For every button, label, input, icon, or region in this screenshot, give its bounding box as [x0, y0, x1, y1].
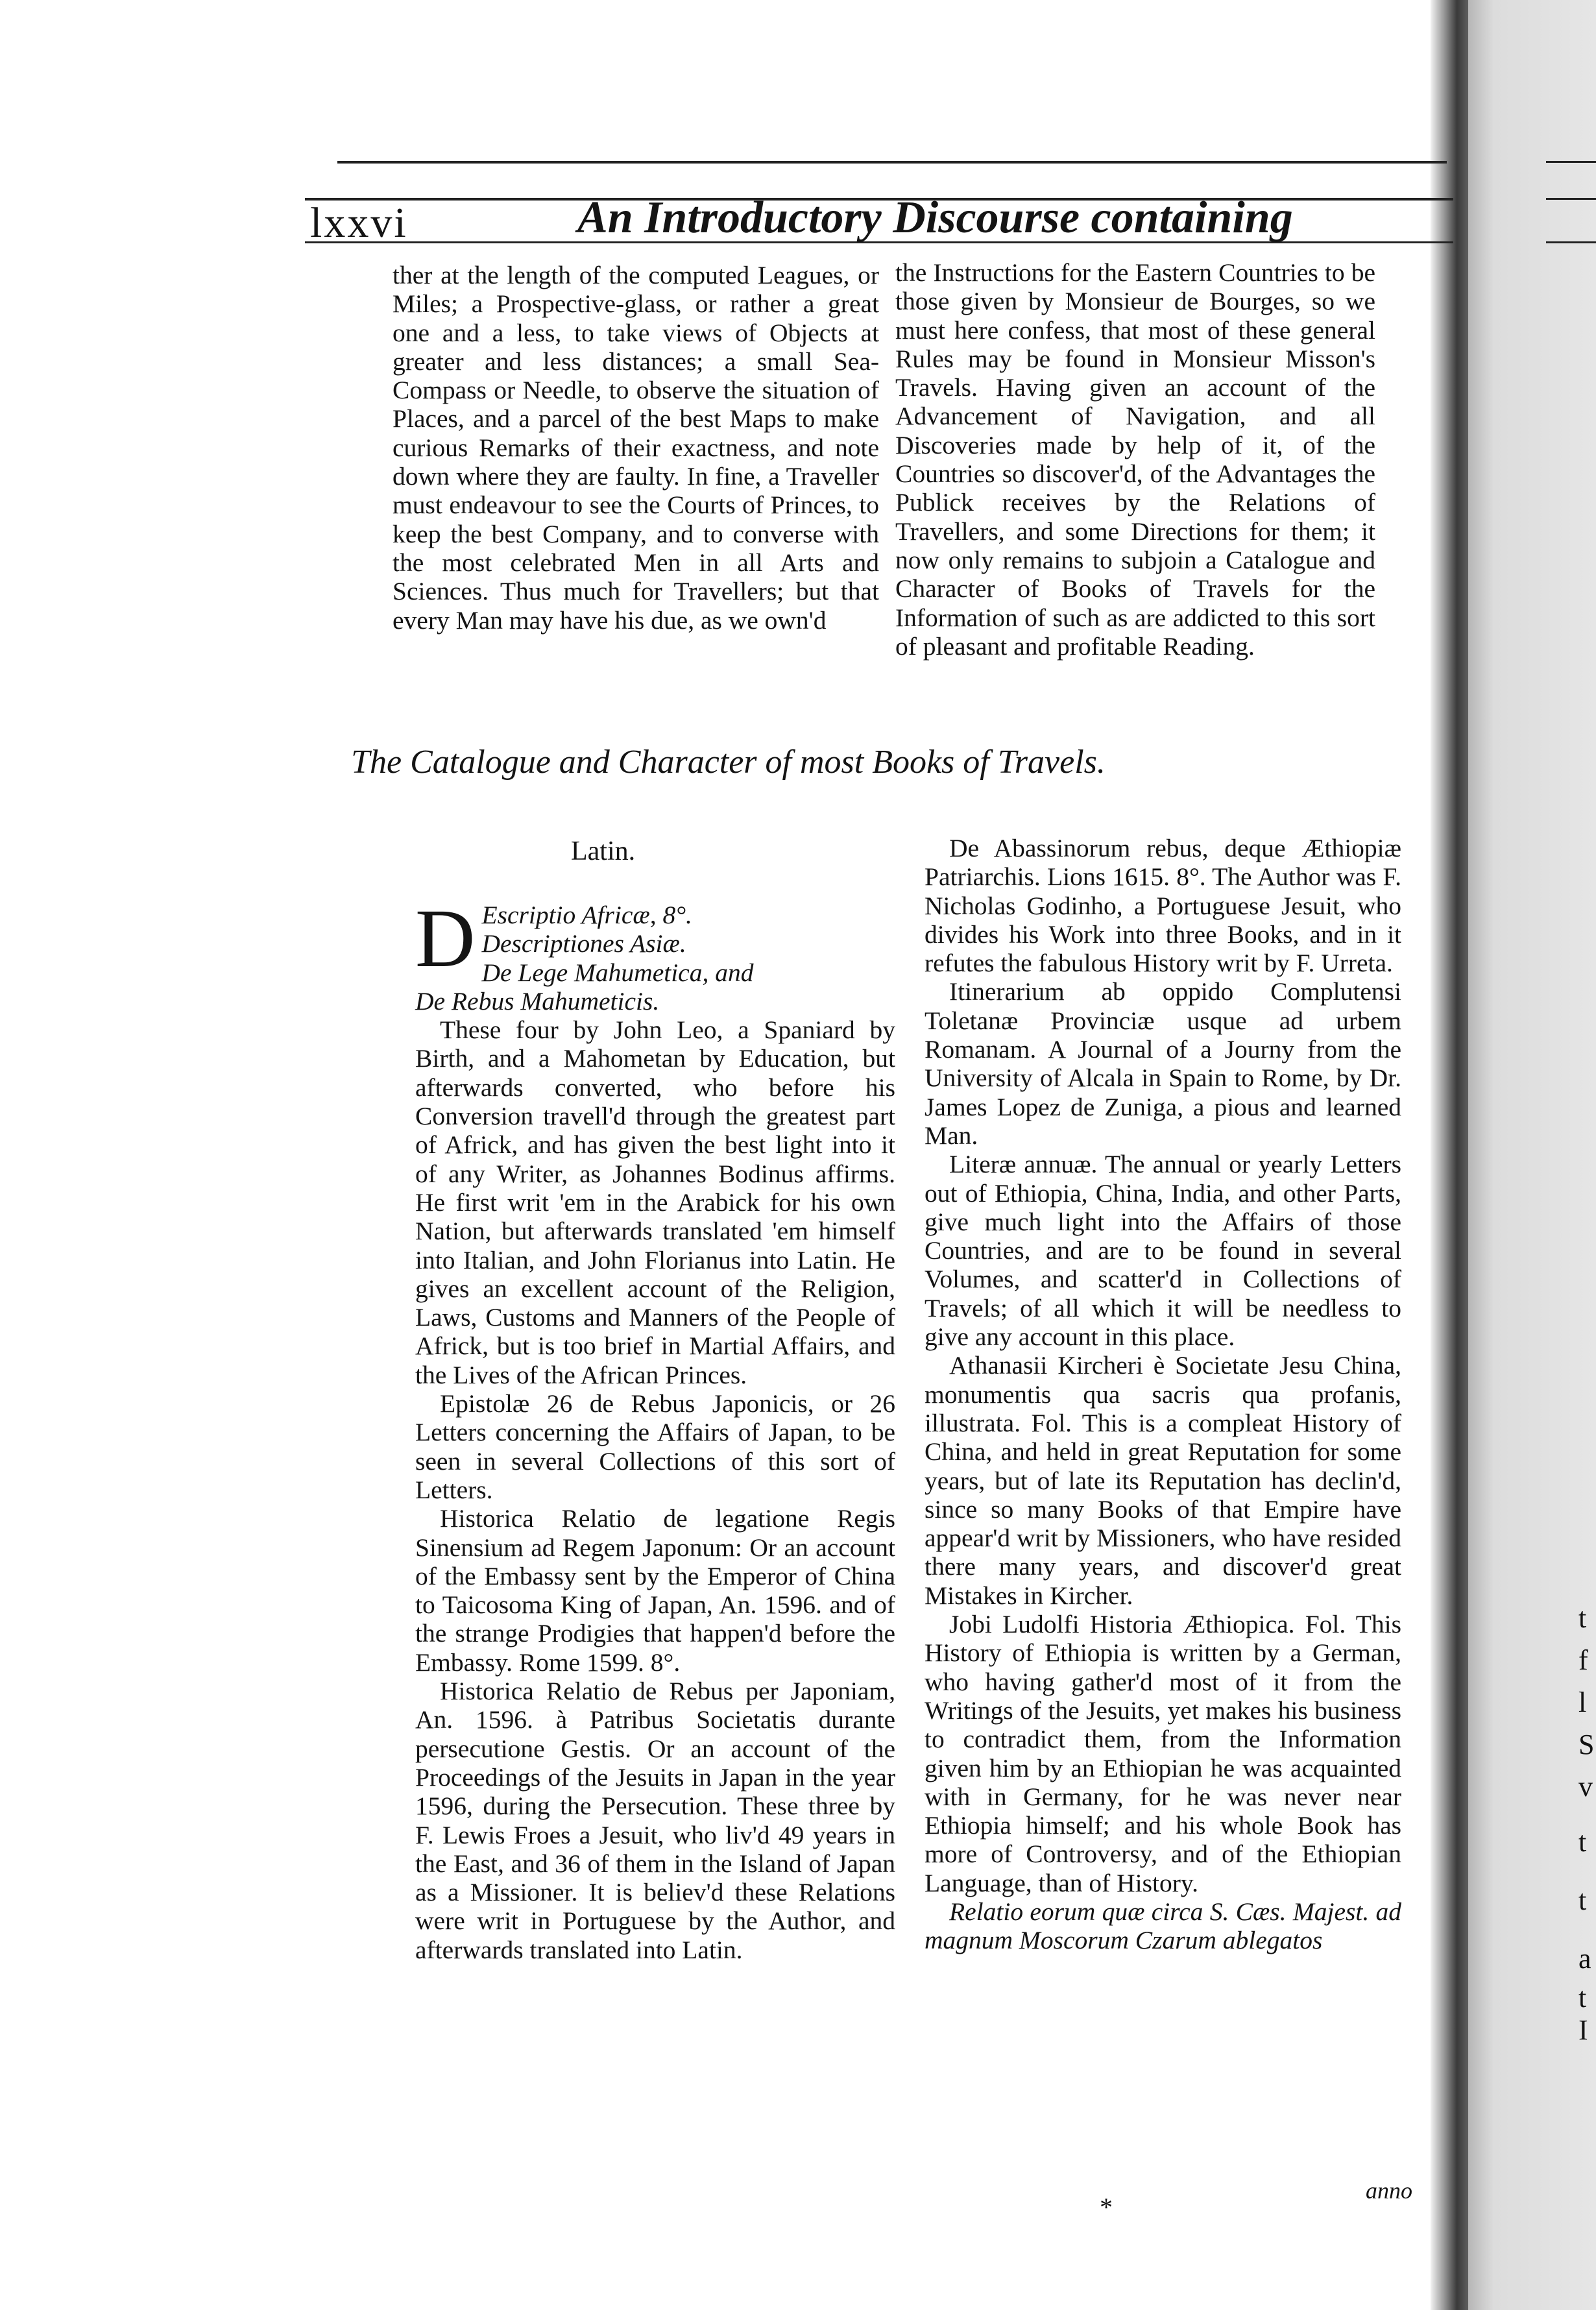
catalogue-entry: Epistolæ 26 de Rebus Japonicis, or 26 Letters concerning the Affairs of Japan, to be seen in several Collections of this sort of Letters.: [415, 1389, 895, 1504]
section-title: The Catalogue and Character of most Books of Travels.: [351, 744, 1106, 781]
running-title: An Introductory Discourse containing: [577, 193, 1293, 243]
adjacent-rule: [1546, 161, 1596, 163]
upper-right-column: [895, 258, 1375, 661]
adjacent-fragment: t: [1578, 1826, 1587, 1858]
lower-right-column: [925, 834, 1401, 1955]
adjacent-fragment: S: [1578, 1729, 1595, 1760]
lower-left-column: [415, 892, 895, 1964]
paragraph: the Instructions for the Eastern Countries to be those given by Monsieur de Bourges, so we must here confess, that most of these general Rules may be found in Monsieur Misson's Travels. Having given an account of the Advancement of Navigation, and all Discoveries made by help of it, of the Countries so discover'd, of the Advantages the Publick receives by the Relations of Travellers, and some Directions for them; it now only remains to subjoin a Catalogue and Character of Books of Travels for the Information of such as are addicted to this sort of pleasant and profitable Reading.: [895, 258, 1375, 661]
adjacent-fragment: t: [1578, 1982, 1587, 2013]
catalogue-entry: Historica Relatio de Rebus per Japoniam, An. 1596. à Patribus Societatis durante persecutione Gestis. Or an account of the Proceedings of the Jesuits in Japan in the year 1596, during the Persecution. These three by F. Lewis Froes a Jesuit, who liv'd 49 years in the East, and 36 of them in the Island of Japan as a Missioner. It is believ'd these Relations were writ in Portuguese by the Author, and afterwards translated into Latin.: [415, 1677, 895, 1964]
upper-left-column: [393, 261, 879, 635]
page-gutter: [1431, 0, 1468, 2310]
drop-cap: D: [415, 892, 476, 984]
adjacent-page-edge: [1468, 0, 1596, 2310]
signature-mark: *: [1100, 2193, 1113, 2222]
title-block: [415, 892, 895, 1015]
paragraph: ther at the length of the computed Leagues, or Miles; a Prospective-glass, or rather a great one and a less, to take views of Objects at greater and less distances; a small Sea-Compass or Needle, to observe the situation of Places, and a parcel of the best Maps to make curious Remarks of their exactness, and note down where they are faulty. In fine, a Traveller must endeavour to see the Courts of Princes, to keep the best Company, and to converse with the most celebrated Men in all Arts and Sciences. Thus much for Travellers; but that every Man may have his due, as we own'd: [393, 261, 879, 635]
catalogue-entry: Historica Relatio de legatione Regis Sinensium ad Regem Japonum: Or an account of the Embassy sent by the Emperor of China to Taicosoma King of Japan, An. 1596. and of the strange Prodigies that happen'd before the Embassy. Rome 1599. 8°.: [415, 1504, 895, 1677]
catalogue-entry: Literæ annuæ. The annual or yearly Letters out of Ethiopia, China, India, and other Parts, give much light into the Affairs of those Countries, and are to be found in several Volumes, and scatter'd in Collections of Travels; of all which it will be needless to give any account in this place.: [925, 1150, 1401, 1352]
catalogue-entry: These four by John Leo, a Spaniard by Birth, and a Mahometan by Education, but afterwards converted, who before his Conversion travell'd through the greatest part of Africk, and has given the best light into it of any Writer, as Johannes Bodinus affirms. He first writ 'em in the Arabick for his own Nation, but afterwards translated 'em himself into Italian, and John Florianus into Latin. He gives an excellent account of the Religion, Laws, Customs and Manners of the People of Africk, but is too brief in Martial Affairs, and the Lives of the African Princes.: [415, 1015, 895, 1389]
title-line: De Lege Mahumetica, and: [481, 958, 754, 987]
adjacent-fragment: l: [1578, 1686, 1587, 1718]
adjacent-fragment: t: [1578, 1884, 1587, 1916]
adjacent-fragment: f: [1578, 1644, 1588, 1676]
title-line: De Rebus Mahumeticis.: [415, 986, 660, 1015]
adjacent-rule: [1546, 198, 1596, 200]
adjacent-fragment: a: [1578, 1943, 1591, 1975]
catalogue-entry: Relatio eorum quæ circa S. Cæs. Majest. ad magnum Moscorum Czarum ablegatos: [925, 1897, 1401, 1955]
page-number: lxxvi: [310, 199, 408, 247]
catalogue-entry: Itinerarium ab oppido Complutensi Toletanæ Provinciæ usque ad urbem Romanam. A Journal of a Journy from the University of Alcala in Spain to Rome, by Dr. James Lopez de Zuniga, a pious and learned Man.: [925, 977, 1401, 1150]
title-line: Escriptio Africæ, 8°.: [481, 901, 692, 929]
catchword: anno: [1366, 2178, 1412, 2204]
catalogue-entry: Athanasii Kircheri è Societate Jesu China, monumentis qua sacris qua profanis, illustrata. Fol. This is a compleat History of China, and held in great Reputation for some years, but of late its Reputation has declin'd, since so many Books of that Empire have appear'd writ by Missioners, who have resided there many years, and discover'd great Mistakes in Kircher.: [925, 1351, 1401, 1610]
adjacent-fragment: I: [1578, 2014, 1588, 2046]
adjacent-fragment: v: [1578, 1771, 1593, 1803]
top-rule: [337, 161, 1447, 164]
adjacent-fragment: t: [1578, 1602, 1587, 1634]
catalogue-entry: De Abassinorum rebus, deque Æthiopiæ Patriarchis. Lions 1615. 8°. The Author was F. Nicholas Godinho, a Portuguese Jesuit, who divides his Work into three Books, and in it refutes the fabulous History writ by F. Urreta.: [925, 834, 1401, 978]
adjacent-rule: [1546, 241, 1596, 243]
language-heading: Latin.: [571, 836, 636, 866]
title-line: Descriptiones Asiæ.: [481, 929, 686, 958]
catalogue-entry: Jobi Ludolfi Historia Æthiopica. Fol. This History of Ethiopia is written by a German, who having gather'd most of it from the Writings of the Jesuits, yet makes his business to contradict them, from the Information given him by an Ethiopian he was acquainted with in Germany, for he was never near Ethiopia himself; and his whole Book has more of Controversy, and of the Ethiopian Language, than of History.: [925, 1610, 1401, 1897]
